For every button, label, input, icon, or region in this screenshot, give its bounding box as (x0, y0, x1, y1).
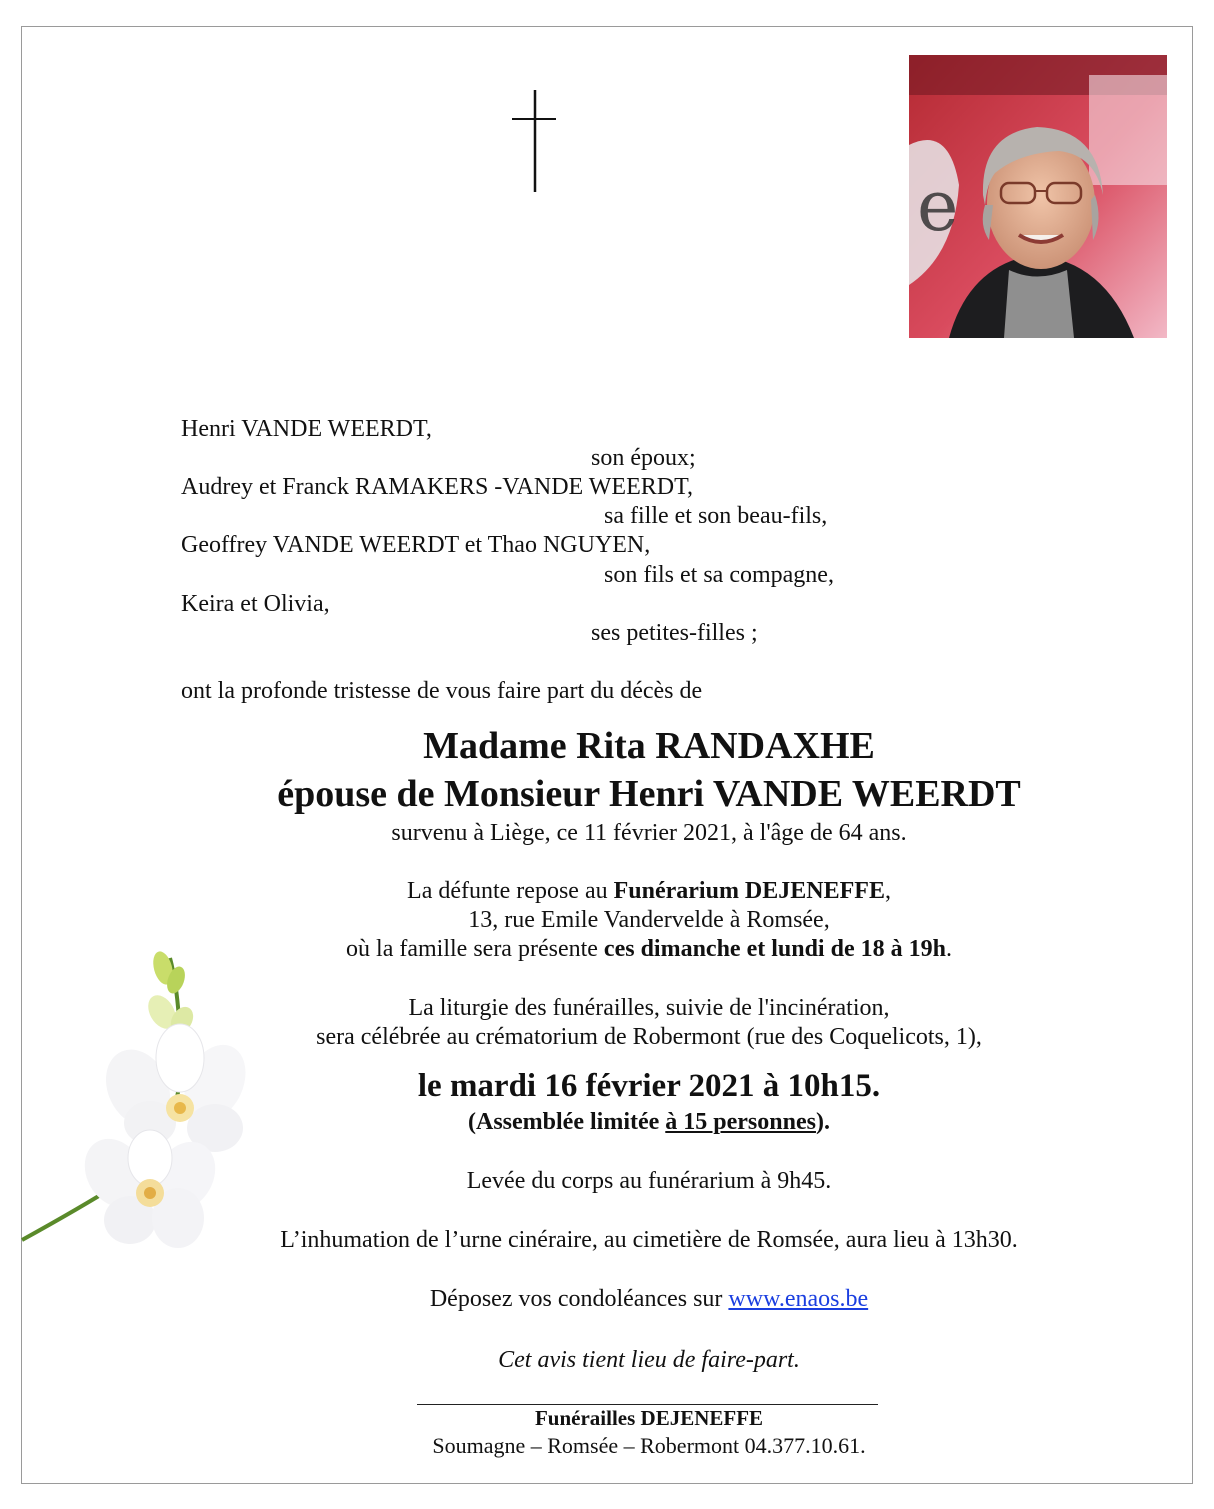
rest-prefix: La défunte repose au (407, 878, 614, 904)
family-member-relation: sa fille et son beau-fils, (604, 503, 828, 529)
family-member-relation: son époux; (591, 445, 696, 471)
condolences-prefix: Déposez vos condoléances sur (429, 1286, 729, 1312)
ceremony-date: le mardi 16 février 2021 à 10h15. (417, 1068, 881, 1104)
attendance-limit (149, 1107, 1149, 1137)
ceremony-line-2: sera célébrée au crématorium de Robermont (rue des Coquelicots, 1), (316, 1024, 982, 1050)
visiting-prefix: où la famille sera présente (346, 936, 604, 962)
inhumation-text: L’inhumation de l’urne cinéraire, au cimetière de Romsée, aura lieu à 13h30. (280, 1227, 1018, 1253)
deceased-name: Madame Rita RANDAXHE (423, 725, 875, 767)
family-member-relation: ses petites-filles ; (591, 620, 758, 646)
family-member-name: Keira et Olivia, (181, 591, 330, 617)
rest-address: 13, rue Emile Vandervelde à Romsée, (468, 907, 830, 933)
family-member-name: Henri VANDE WEERDT, (181, 416, 432, 442)
cross-icon (511, 90, 557, 192)
notice-text: Cet avis tient lieu de faire-part. (498, 1347, 800, 1373)
deceased-spouse: épouse de Monsieur Henri VANDE WEERDT (277, 773, 1021, 815)
limit-prefix: (Assemblée limitée (468, 1109, 666, 1135)
family-member-name: Audrey et Franck RAMAKERS -VANDE WEERDT, (181, 474, 693, 500)
rest-line-3 (149, 934, 1149, 964)
visiting-suffix: . (945, 936, 952, 962)
condolences-text (149, 1284, 1149, 1314)
condolences-link[interactable]: www.enaos.be (728, 1286, 869, 1312)
portrait-photo (909, 55, 1167, 338)
footer-address: Soumagne – Romsée – Robermont 04.377.10.61. (432, 1433, 866, 1458)
family-member-relation: son fils et sa compagne, (604, 562, 834, 588)
family-member-name: Geoffrey VANDE WEERDT et Thao NGUYEN, (181, 532, 651, 558)
visiting-hours: ces dimanche et lundi de 18 à 19h (603, 936, 946, 962)
svg-text:e: e (917, 165, 959, 247)
limit-count: à 15 personnes (665, 1109, 816, 1135)
levee-text: Levée du corps au funérarium à 9h45. (466, 1168, 832, 1194)
limit-suffix: ). (815, 1109, 830, 1135)
rest-line-1 (149, 876, 1149, 906)
intro-text: ont la profonde tristesse de vous faire part du décès de (181, 678, 703, 704)
footer-company: Funérailles DEJENEFFE (534, 1406, 764, 1430)
ceremony-line-1: La liturgie des funérailles, suivie de l'incinération, (408, 995, 890, 1021)
death-details: survenu à Liège, ce 11 février 2021, à l'âge de 64 ans. (391, 820, 907, 846)
funerarium-name: Funérarium DEJENEFFE (613, 878, 885, 904)
rest-suffix: , (884, 878, 891, 904)
